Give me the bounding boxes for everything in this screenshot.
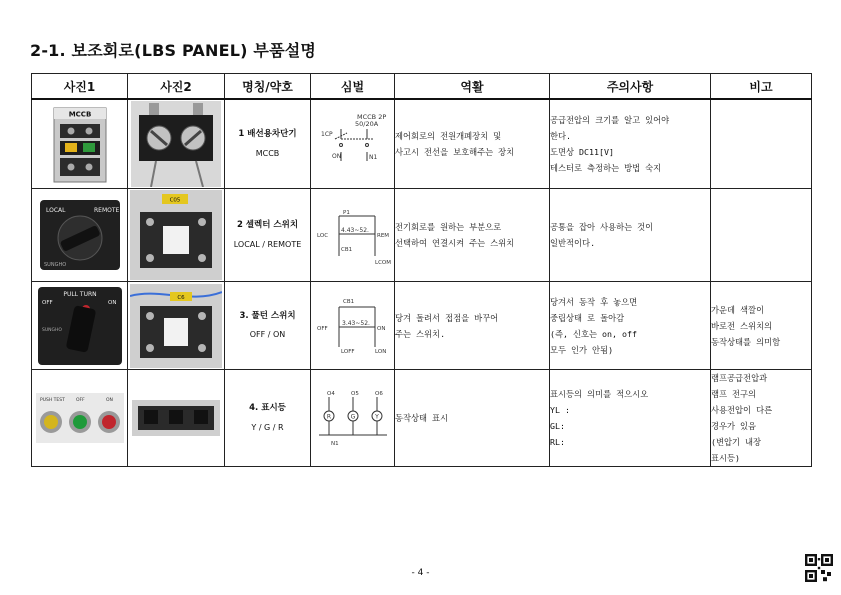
header-photo2: 사진2: [128, 74, 225, 100]
note-cell: [711, 282, 812, 370]
note-cell: [711, 370, 812, 467]
part-code: LOCAL / REMOTE: [233, 239, 302, 249]
note-line: 동작상태를 의미함: [711, 336, 781, 347]
role-line: 선택하여 연결시켜 주는 스위치: [395, 238, 515, 248]
part-code: Y / G / R: [251, 422, 284, 432]
note-line: 사용전압이 다른: [711, 405, 773, 415]
caution-line: 표시등의 의미를 적으시오: [550, 389, 649, 399]
pull-turn-back-photo: [130, 284, 222, 368]
part-code: MCCB: [255, 148, 280, 158]
photo-text: ON: [107, 299, 116, 306]
indicator-symbol: [313, 387, 393, 449]
role-line: 당겨 돌려서 접점을 바꾸어: [395, 312, 499, 323]
role-cell: [395, 99, 550, 189]
selector-switch-photo: [38, 196, 122, 274]
symbol-text: O4: [326, 391, 335, 397]
indicator-lamps-photo: [36, 393, 124, 443]
symbol-text: LON: [374, 348, 386, 355]
caution-line: 도면상 DC11[V]: [550, 147, 615, 157]
photo2-cell: [128, 282, 225, 370]
photo1-cell: [32, 370, 128, 467]
header-name: 명칭/약호: [225, 74, 311, 100]
photo-text: SUNGHO: [43, 262, 66, 268]
symbol-text: 1CP: [320, 131, 333, 138]
photo2-cell: [128, 370, 225, 467]
caution-cell: [550, 282, 711, 370]
role-line: 전기회로를 원하는 부분으로: [395, 222, 502, 232]
name-cell: [225, 99, 311, 189]
selector-symbol: [313, 204, 393, 266]
caution-line: 한다.: [550, 131, 572, 141]
note-line: (변압기 내장: [711, 437, 762, 447]
page-title: 2-1. 보조회로(LBS PANEL) 부품설명: [30, 41, 317, 60]
indicator-back-photo: [132, 400, 220, 436]
photo2-cell: [128, 99, 225, 189]
symbol-text: CB1: [340, 247, 352, 253]
caution-line: YL :: [550, 405, 570, 415]
role-line: 동작상태 표시: [395, 413, 449, 423]
symbol-text: CB1: [342, 298, 354, 305]
photo1-cell: [32, 99, 128, 189]
pull-turn-symbol: [313, 295, 393, 357]
caution-line: 테스터로 측정하는 방법 숙지: [550, 163, 662, 173]
caution-line: GL:: [550, 421, 565, 431]
header-note: 비고: [711, 74, 812, 100]
caution-line: 공급전압의 크기를 알고 있어야: [550, 115, 670, 125]
header-role: 역활: [395, 74, 550, 100]
name-cell: [225, 370, 311, 467]
symbol-text: O5: [350, 391, 359, 397]
caution-line: 당겨서 동작 후 놓으면: [550, 296, 638, 307]
caution-line: 일반적이다.: [550, 238, 596, 248]
symbol-text: 4.43~52.: [340, 227, 369, 234]
symbol-cell: [311, 189, 395, 282]
symbol-text: LCOM: [374, 260, 391, 266]
photo-text: LOCAL: [45, 207, 65, 214]
symbol-text: REM: [376, 233, 389, 239]
mccb-panel-photo: [131, 101, 221, 187]
table-row: [32, 189, 812, 282]
mccb-photo: [40, 104, 120, 184]
part-name: 4. 표시등: [249, 403, 286, 414]
role-line: 주는 스위치.: [395, 328, 446, 339]
photo1-cell: [32, 189, 128, 282]
note-line: 바로전 스위치의: [711, 320, 773, 331]
mccb-symbol: [313, 109, 393, 179]
photo-text: SUNGHO: [41, 327, 62, 333]
note-line: 경우가 있음: [711, 421, 757, 431]
role-line: 제어회로의 전원개폐장치 및: [395, 131, 502, 141]
symbol-text: 50/20A: [354, 120, 378, 128]
symbol-cell: [311, 282, 395, 370]
symbol-text: ON: [331, 153, 341, 160]
mccb-photo-label: MCCB: [68, 110, 91, 119]
name-cell: [225, 189, 311, 282]
header-row: [32, 74, 812, 100]
caution-cell: [550, 370, 711, 467]
caution-line: 공통을 잡아 사용하는 것이: [550, 222, 654, 232]
symbol-text: LOFF: [340, 348, 355, 355]
caution-cell: [550, 189, 711, 282]
symbol-text: P1: [342, 210, 350, 216]
symbol-text: O6: [374, 391, 383, 397]
photo-text: ON: [105, 398, 113, 403]
photo-text: REMOTE: [93, 207, 119, 214]
symbol-cell: [311, 99, 395, 189]
symbol-text: N1: [330, 441, 339, 447]
caution-line: 중립상태 로 돌아감: [550, 312, 625, 323]
photo1-cell: [32, 282, 128, 370]
pull-turn-switch-photo: [36, 285, 124, 367]
photo-text: PULL TURN: [62, 290, 97, 298]
role-cell: [395, 370, 550, 467]
page-number: - 4 -: [411, 568, 430, 578]
symbol-text: MCCB 2P: [356, 113, 386, 121]
header-symbol: 심벌: [311, 74, 395, 100]
role-cell: [395, 189, 550, 282]
photo-text: OFF: [75, 398, 85, 403]
note-line: 가운데 색깔이: [711, 304, 765, 315]
note-line: 램프 전구의: [711, 389, 757, 399]
role-line: 사고시 전선을 보호해주는 장치: [395, 147, 515, 157]
caution-cell: [550, 99, 711, 189]
note-cell: [711, 189, 812, 282]
table-row: [32, 99, 812, 189]
symbol-text: OFF: [316, 325, 328, 332]
photo-text: PUSH TEST: [39, 398, 65, 403]
symbol-text: ON: [376, 325, 385, 332]
symbol-text: 3.43~52.: [341, 319, 370, 327]
parts-table: [31, 73, 812, 467]
role-cell: [395, 282, 550, 370]
photo-text: C05: [169, 197, 181, 204]
note-line: 램프공급전압과: [711, 373, 768, 383]
header-photo1: 사진1: [32, 74, 128, 100]
part-code: OFF / ON: [249, 330, 286, 340]
part-name: 1 배선용차단기: [238, 129, 297, 140]
table-row: [32, 370, 812, 467]
photo2-cell: [128, 189, 225, 282]
photo-text: C6: [177, 294, 185, 301]
header-caution: 주의사항: [550, 74, 711, 100]
name-cell: [225, 282, 311, 370]
symbol-text: G: [350, 413, 355, 421]
symbol-cell: [311, 370, 395, 467]
caution-line: RL:: [550, 437, 565, 447]
symbol-text: Y: [374, 413, 379, 421]
qr-code-icon: [805, 554, 833, 582]
caution-line: 모두 인가 안됨): [550, 344, 614, 355]
caution-line: (즉, 신호는 on, off: [550, 328, 638, 339]
symbol-text: N1: [368, 154, 377, 161]
part-name: 2 셀렉터 스위치: [236, 220, 299, 231]
note-cell: [711, 99, 812, 189]
photo-text: OFF: [41, 299, 53, 306]
note-line: 표시등): [711, 453, 741, 463]
selector-back-photo: [130, 190, 222, 280]
symbol-text: LOC: [316, 233, 328, 239]
symbol-text: R: [326, 413, 331, 421]
table-row: [32, 282, 812, 370]
part-name: 3. 풀턴 스위치: [239, 310, 296, 321]
